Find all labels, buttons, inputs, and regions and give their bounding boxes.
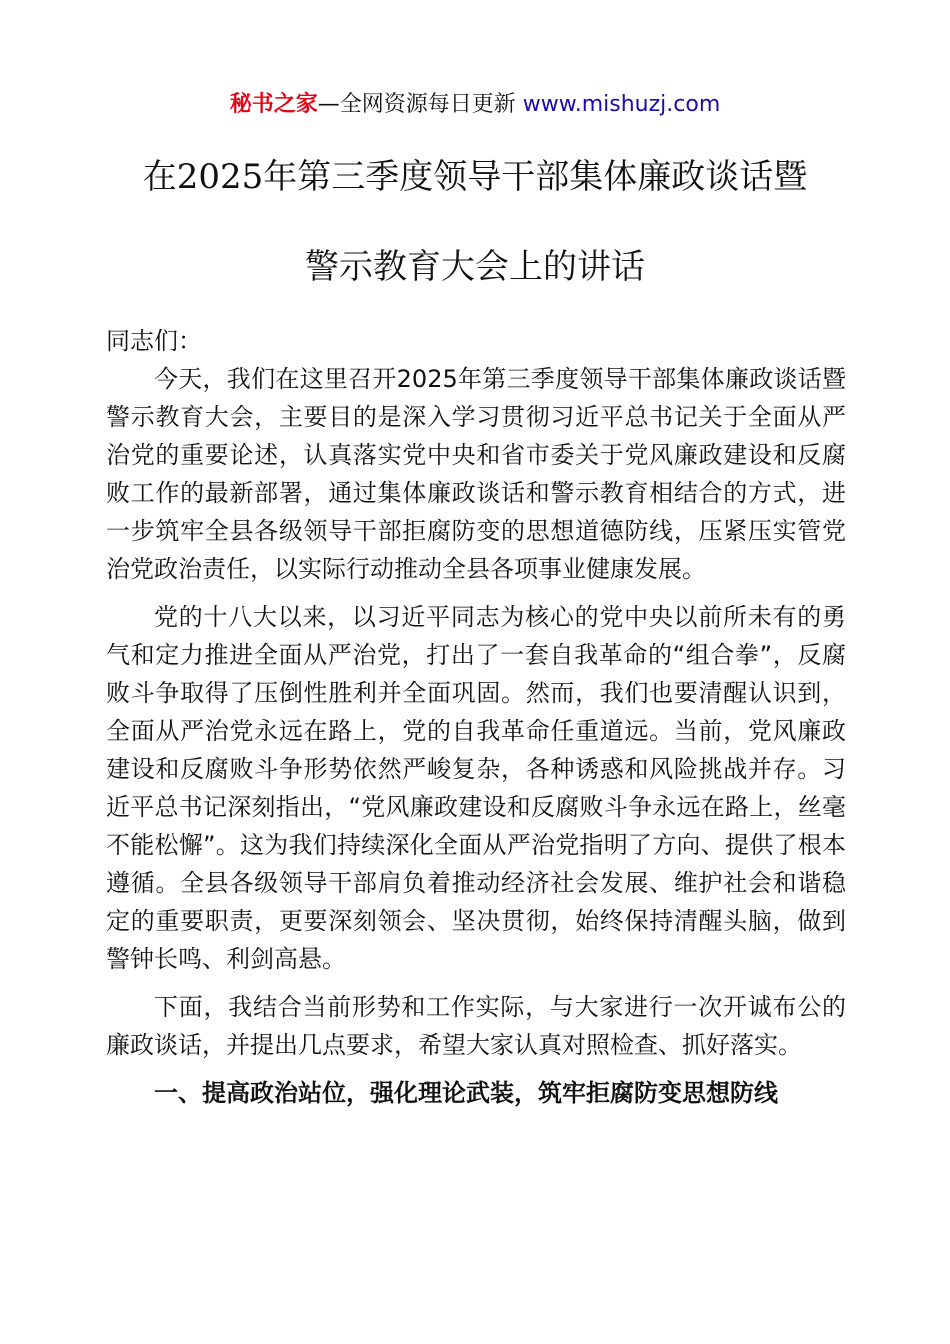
document-title-line-1 — [60, 155, 890, 199]
paragraph-1: 今天，我们在这里召开2025年第三季度领导干部集体廉政谈话暨警示教育大会，主要目的是深入学习贯彻习近平总书记关于全面从严治党的重要论述，认真落实党中央和省市委关于党风廉政建设和反腐败工作的最新部署，通过集体廉政谈话和警示教育相结合的方式，进一步筑牢全县各级领导干部拒腐防变的思想道德防线，压紧压实管党治党政治责任，以实际行动推动全县各项事业健康发展。 — [106, 365, 846, 583]
document-title-line-2: 警示教育大会上的讲话 — [305, 247, 645, 287]
document-body — [106, 322, 846, 1122]
header-slogan: —全网资源每日更新 — [317, 92, 516, 117]
brand-name: 秘书之家 — [229, 92, 318, 117]
header-url-link[interactable]: www.mishuzj.com — [522, 92, 721, 117]
title-year: 2025 — [176, 157, 264, 197]
paragraph-3: 下面，我结合当前形势和工作实际，与大家进行一次开诚布公的廉政谈话，并提出几点要求，希望大家认真对照检查、抓好落实。 — [106, 993, 846, 1059]
section-heading-1: 一、提高政治站位，强化理论武装，筑牢拒腐防变思想防线 — [154, 1079, 778, 1107]
title-prefix: 在 — [142, 157, 177, 197]
salutation: 同志们： — [106, 327, 202, 355]
site-header — [0, 90, 950, 120]
paragraph-2: 党的十八大以来，以习近平同志为核心的党中央以前所未有的勇气和定力推进全面从严治党，打出了一套自我革命的“组合拳”，反腐败斗争取得了压倒性胜利并全面巩固。然而，我们也要清醒认识到，全面从严治党永远在路上，党的自我革命任重道远。当前，党风廉政建设和反腐败斗争形势依然严峻复杂，各种诱惑和风险挑战并存。习近平总书记深刻指出，“党风廉政建设和反腐败斗争永远在路上，丝毫不能松懈”。这为我们持续深化全面从严治党指明了方向、提供了根本遵循。全县各级领导干部肩负着推动经济社会发展、维护社会和谐稳定的重要职责，更要深刻领会、坚决贯彻，始终保持清醒头脑，做到警钟长鸣、利剑高悬。 — [106, 603, 846, 973]
title-rest: 年第三季度领导干部集体廉政谈话暨 — [263, 157, 808, 197]
